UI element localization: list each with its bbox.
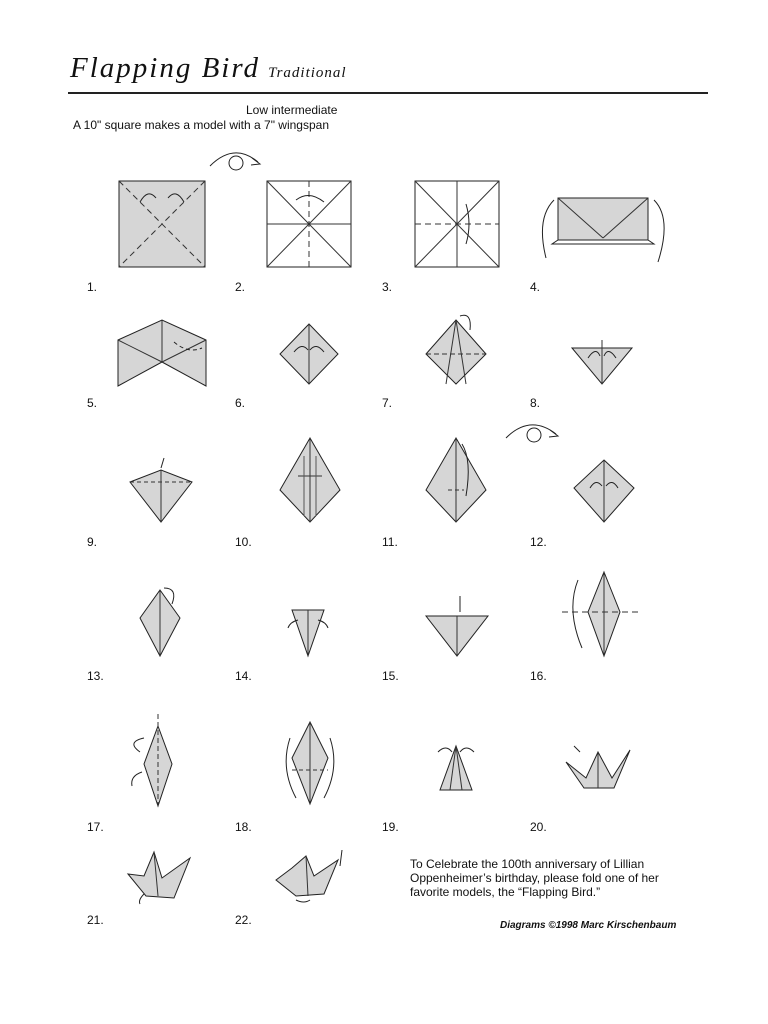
step-label: 6. <box>235 396 246 410</box>
step-11-diagram <box>424 436 488 524</box>
title-rule <box>68 92 708 94</box>
step-2-diagram <box>266 180 352 268</box>
step-17-diagram <box>122 712 178 808</box>
step-6-diagram <box>278 322 340 386</box>
step-label: 22. <box>235 913 252 927</box>
step-label: 18. <box>235 820 252 834</box>
step-3-diagram <box>414 180 500 268</box>
step-label: 3. <box>382 280 393 294</box>
step-label: 16. <box>530 669 547 683</box>
step-8-diagram <box>570 338 634 386</box>
page-title <box>70 52 347 85</box>
step-label: 13. <box>87 669 104 683</box>
step-19-diagram <box>432 742 480 792</box>
anniversary-note: To Celebrate the 100th anniversary of Lillian Oppenheimer’s birthday, please fold one of her favorite models, the “Flapping Bird.” <box>410 857 659 899</box>
step-21-diagram <box>124 848 194 906</box>
step-5-diagram <box>114 318 210 388</box>
step-label: 1. <box>87 280 98 294</box>
step-20-diagram <box>562 742 634 794</box>
step-9-diagram <box>128 456 194 524</box>
step-label: 7. <box>382 396 393 410</box>
step-12-diagram <box>572 458 636 524</box>
step-18-diagram <box>278 718 342 808</box>
step-label: 12. <box>530 535 547 549</box>
step-label: 15. <box>382 669 399 683</box>
step-label: 11. <box>382 535 398 549</box>
subtitle-text: Traditional <box>268 65 347 81</box>
step-label: 21. <box>87 913 104 927</box>
step-16-diagram <box>560 570 644 658</box>
title-text: Flapping Bird <box>70 52 261 84</box>
step-label: 19. <box>382 820 399 834</box>
diagram-credit: Diagrams ©1998 Marc Kirschenbaum <box>500 920 677 931</box>
step-4-diagram <box>536 188 672 268</box>
step-14-diagram <box>284 608 332 658</box>
step-13-diagram <box>138 584 186 658</box>
paper-size-note: A 10" square makes a model with a 7" wingspan <box>73 118 329 132</box>
step-label: 9. <box>87 535 98 549</box>
step-label: 4. <box>530 280 541 294</box>
step-22-diagram <box>268 846 350 906</box>
step-15-diagram <box>424 594 490 658</box>
step-label: 14. <box>235 669 252 683</box>
step-7-diagram <box>424 312 488 386</box>
turn-over-icon <box>206 148 266 178</box>
difficulty-level: Low intermediate <box>246 103 338 117</box>
step-label: 2. <box>235 280 246 294</box>
step-label: 17. <box>87 820 104 834</box>
step-label: 20. <box>530 820 547 834</box>
step-label: 5. <box>87 396 98 410</box>
step-1-diagram <box>118 180 206 268</box>
step-label: 10. <box>235 535 252 549</box>
step-label: 8. <box>530 396 541 410</box>
turn-over-icon <box>502 420 562 450</box>
step-10-diagram <box>278 436 342 524</box>
